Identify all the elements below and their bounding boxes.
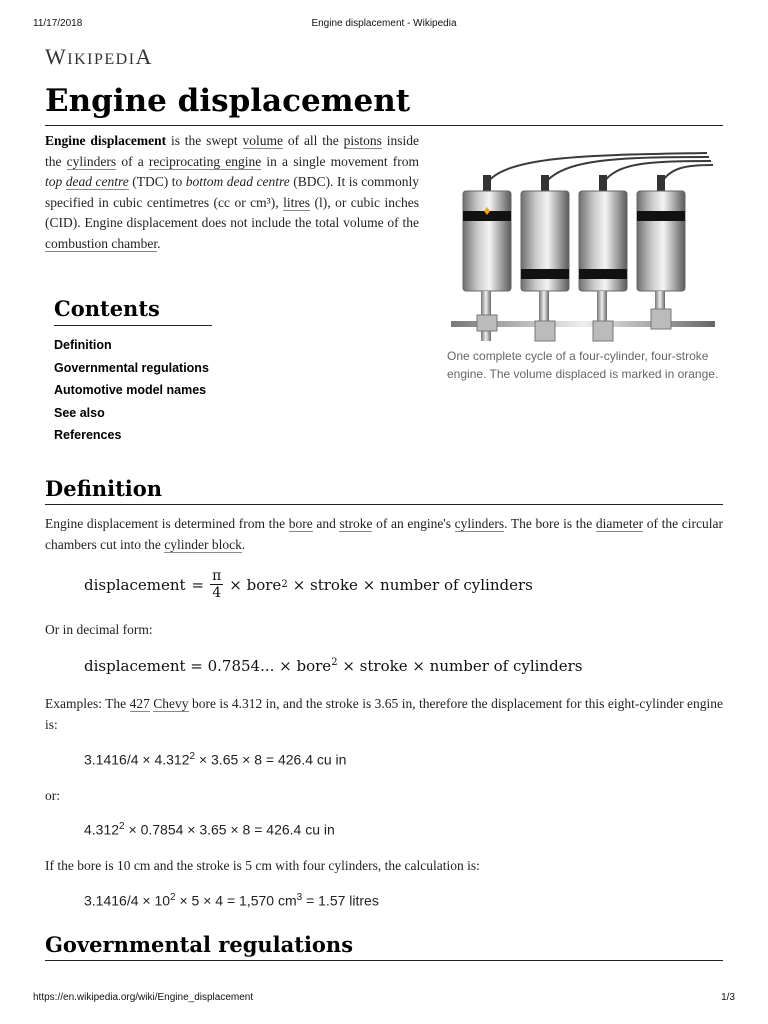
intro-bold-term: Engine displacement	[45, 133, 167, 148]
superscript: 3	[296, 892, 303, 903]
section-heading-governmental-regulations: Governmental regulations	[45, 932, 723, 961]
text: of all the	[283, 133, 344, 148]
cylinder-2	[521, 175, 569, 341]
calculation-1	[84, 751, 346, 768]
toc-item-governmental-regulations[interactable]: Governmental regulations	[54, 360, 209, 375]
text: .	[157, 235, 161, 251]
link-stroke[interactable]: stroke	[339, 516, 373, 531]
link-combustion-chamber[interactable]: combustion chamber	[45, 235, 158, 251]
link-pistons[interactable]: pistons	[343, 133, 382, 148]
formula2-part2: × stroke × number of cylinders	[342, 657, 583, 675]
text: .	[241, 537, 246, 552]
text: and	[312, 516, 340, 531]
table-of-contents	[54, 296, 212, 447]
wordmark-w: W	[45, 44, 68, 69]
section-heading-definition: Definition	[45, 476, 723, 505]
metric-intro: If the bore is 10 cm and the stroke is 5 cm with four cylinders, the calculation is:	[45, 858, 480, 873]
calc1-a: 3.1416/4 × 4.312	[84, 751, 190, 768]
wordmark-middle: IKIPEDI	[67, 51, 136, 68]
link-chevy[interactable]: Chevy	[153, 696, 189, 711]
text: inside the	[45, 133, 420, 169]
text: (l), or cubic inches (CID). Engine displacement does not include the total volume of the	[45, 194, 419, 230]
print-footer	[0, 992, 768, 1006]
calc2-b: × 0.7854 × 3.65 × 8 = 426.4 cu in	[124, 821, 335, 838]
or-text: or:	[45, 788, 60, 803]
calc3-a: 3.1416/4 × 10	[84, 892, 171, 909]
text: of the circular chambers cut into the	[45, 516, 723, 552]
superscript: 2	[189, 751, 196, 762]
definition-paragraph	[45, 513, 723, 555]
wordmark-a: A	[135, 44, 153, 69]
formula-equals: =	[191, 575, 205, 594]
calc3-b: × 5 × 4 = 1,570 cm	[175, 892, 297, 909]
text: is the swept	[166, 133, 243, 148]
print-url[interactable]: https://en.wikipedia.org/wiki/Engine_displacement	[33, 992, 254, 1003]
text: of an engine's	[372, 516, 455, 531]
displacement-formula-fraction	[84, 568, 533, 601]
link-cylinder-block[interactable]: cylinder block	[164, 537, 242, 552]
text: Engine displacement is determined from the	[45, 516, 289, 531]
toc-item-automotive-model-names[interactable]: Automotive model names	[54, 383, 207, 397]
examples-paragraph	[45, 693, 723, 735]
superscript: 2	[331, 657, 338, 668]
toc-item-definition[interactable]: Definition	[54, 338, 112, 352]
formula2-part1: displacement = 0.7854... × bore	[84, 657, 332, 675]
formula-bore: × bore	[229, 575, 282, 594]
cylinder-3	[579, 175, 627, 341]
engine-figure	[447, 145, 719, 383]
text: in a single movement from	[261, 153, 419, 169]
text: Examples: The	[45, 696, 130, 711]
fraction-denominator: 4	[212, 585, 222, 601]
link-dead-centre[interactable]	[66, 174, 129, 190]
pi-over-4-fraction	[210, 568, 223, 601]
print-title: Engine displacement - Wikipedia	[311, 18, 457, 29]
calc2-a: 4.312	[84, 821, 120, 838]
link-bore[interactable]: bore	[288, 516, 313, 531]
italic-text: top	[45, 174, 63, 189]
superscript: 2	[281, 579, 288, 590]
text: (TDC) to	[128, 174, 186, 189]
decimal-intro: Or in decimal form:	[45, 622, 153, 637]
toc-item-references[interactable]: References	[54, 428, 122, 442]
calc3-c: = 1.57 litres	[302, 892, 379, 909]
link-427[interactable]: 427	[129, 696, 150, 711]
superscript: 2	[170, 892, 176, 903]
figure-caption: One complete cycle of a four-cylinder, four-stroke engine. The volume displaced is marked in orange.	[447, 349, 719, 381]
contents-title: Contents	[54, 296, 212, 326]
cylinder-4	[637, 175, 685, 329]
link-diameter[interactable]: diameter	[595, 516, 644, 531]
calculation-3	[84, 892, 379, 909]
fraction-numerator: π	[212, 568, 222, 584]
link-volume[interactable]: volume	[242, 133, 283, 148]
link-litres[interactable]: litres	[283, 194, 311, 210]
print-date: 11/17/2018	[33, 18, 83, 29]
print-page-number: 1/3	[721, 992, 735, 1003]
toc-list	[54, 334, 212, 447]
text: (BDC). It is commonly specified in cubic centimetres (cc or cm³),	[45, 174, 419, 210]
link-cylinders-2[interactable]: cylinders	[454, 516, 505, 531]
intro-paragraph	[45, 131, 419, 254]
link-cylinders[interactable]: cylinders	[66, 153, 117, 169]
link-reciprocating-engine[interactable]: reciprocating engine	[148, 153, 262, 169]
calculation-2	[84, 821, 335, 838]
page-title: Engine displacement	[45, 80, 723, 126]
text: of a	[116, 153, 149, 169]
toc-item-see-also[interactable]: See also	[54, 405, 105, 420]
formula-lhs: displacement	[84, 575, 186, 594]
cylinder-1	[463, 175, 511, 341]
wikipedia-wordmark[interactable]	[45, 44, 153, 70]
superscript: 2	[119, 821, 125, 832]
formula-rest: × stroke × number of cylinders	[292, 575, 533, 594]
link-dead-centre-text: dead centre	[65, 174, 129, 189]
displacement-formula-decimal	[84, 657, 582, 675]
text: bore is 4.312 in, and the stroke is 3.65 in, therefore the displacement for this eight-cylinder engine is:	[45, 696, 724, 732]
four-cylinder-engine-image[interactable]	[447, 145, 719, 345]
calc1-b: × 3.65 × 8 = 426.4 cu in	[195, 751, 347, 768]
print-header	[0, 18, 768, 32]
text: . The bore is the	[504, 516, 596, 531]
italic-text: bottom dead centre	[185, 174, 290, 189]
